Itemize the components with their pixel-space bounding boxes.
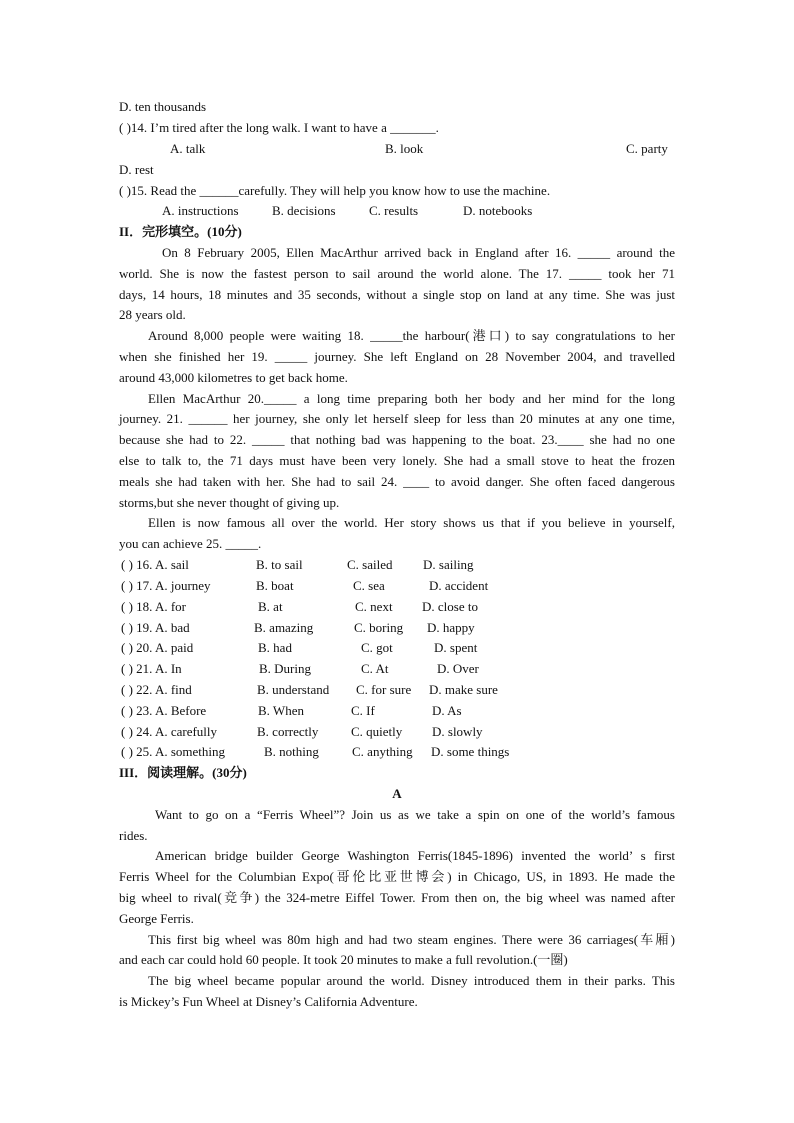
passage-a-label: A (392, 786, 402, 801)
cloze-line: Around 8,000 people were waiting 18. _____the harbour(港口) to say congratulations to her (148, 328, 675, 343)
option-b: B. boat (256, 578, 294, 593)
option-d: D. spent (434, 640, 478, 655)
option-c: C. At (361, 661, 389, 676)
q14-option-b: B. look (385, 141, 424, 156)
q14-stem: ( )14. I’m tired after the long walk. I want to have a _______. (119, 120, 439, 135)
option-a: ( ) 24. A. carefully (121, 724, 218, 739)
cloze-line: Ellen is now famous all over the world. Her story shows us that if you believe in yourself, (148, 515, 675, 530)
passage-line: rides. (119, 828, 148, 843)
option-b: B. During (259, 661, 311, 676)
passage-line: and each car could hold 60 people. It took 20 minutes to make a full revolution.(一圈) (119, 952, 568, 967)
option-a: ( ) 20. A. paid (121, 640, 194, 655)
cloze-line: around 43,000 kilometres to get back home. (119, 370, 348, 385)
q14-option-c: C. party (626, 141, 668, 156)
passage-line: American bridge builder George Washington Ferris(1845-1896) invented the world’ s first (155, 848, 675, 863)
option-b: B. at (258, 599, 283, 614)
passage-line: is Mickey’s Fun Wheel at Disney’s California Adventure. (119, 994, 418, 1009)
cloze-line: days, 14 hours, 18 minutes and 35 seconds, without a single stop on land at any time. She was just (119, 287, 675, 302)
option-b: B. correctly (257, 724, 319, 739)
q13-option-d: D. ten thousands (119, 99, 207, 114)
q15-option-a: A. instructions (162, 203, 239, 218)
passage-line: big wheel to rival(竞争) the 324-metre Eiffel Tower. From then on, the big wheel was named after (119, 890, 675, 905)
option-d: D. sailing (423, 557, 474, 572)
passage-line: Want to go on a “Ferris Wheel”? Join us as we take a spin on one of the world’s famous (155, 807, 675, 822)
q14-option-a: A. talk (170, 141, 206, 156)
option-b: B. When (258, 703, 304, 718)
q15-option-d: D. notebooks (463, 203, 533, 218)
option-a: ( ) 16. A. sail (121, 557, 189, 572)
passage-line: George Ferris. (119, 911, 194, 926)
option-a: ( ) 21. A. In (121, 661, 182, 676)
cloze-line: meals she had taken with her. She had to sail 24. ____ to avoid danger. She often faced dangerous (119, 474, 675, 489)
cloze-line: when she finished her 19. _____ journey. She left England on 28 November 2004, and travelled (119, 349, 675, 364)
option-b: B. amazing (254, 620, 314, 635)
option-c: C. for sure (356, 682, 412, 697)
option-d: D. accident (429, 578, 489, 593)
option-a: ( ) 23. A. Before (121, 703, 207, 718)
section3-title: III．阅读理解。(30分) (119, 765, 247, 780)
q15-option-c: C. results (369, 203, 419, 218)
option-b: B. had (258, 640, 292, 655)
option-c: C. got (361, 640, 393, 655)
cloze-line: On 8 February 2005, Ellen MacArthur arrived back in England after 16. _____ around the (162, 245, 675, 260)
cloze-line: you can achieve 25. _____. (119, 536, 262, 551)
option-c: C. quietly (351, 724, 403, 739)
option-a: ( ) 25. A. something (121, 744, 225, 759)
option-c: C. anything (352, 744, 413, 759)
option-d: D. close to (422, 599, 478, 614)
option-c: C. next (355, 599, 393, 614)
cloze-line: journey. 21. ______ her journey, she only let herself sleep for less than 20 minutes at any one time, (119, 411, 675, 426)
option-d: D. some things (431, 744, 510, 759)
option-c: C. If (351, 703, 375, 718)
passage-line: Ferris Wheel for the Columbian Expo(哥伦比亚世博会) in Chicago, US, in 1893. He made the (119, 869, 675, 884)
option-d: D. As (432, 703, 462, 718)
q15-option-b: B. decisions (272, 203, 336, 218)
option-a: ( ) 19. A. bad (121, 620, 190, 635)
option-d: D. Over (437, 661, 479, 676)
q14-option-d: D. rest (119, 162, 154, 177)
option-b: B. understand (257, 682, 330, 697)
cloze-line: Ellen MacArthur 20._____ a long time preparing both her body and her mind for the long (148, 391, 675, 406)
option-a: ( ) 17. A. journey (121, 578, 211, 593)
option-c: C. boring (354, 620, 404, 635)
option-c: C. sea (353, 578, 385, 593)
option-d: D. happy (427, 620, 475, 635)
q15-stem: ( )15. Read the ______carefully. They will help you know how to use the machine. (119, 183, 551, 198)
passage-line: This first big wheel was 80m high and had two steam engines. There were 36 carriages(车厢) (148, 932, 675, 947)
option-b: B. to sail (256, 557, 303, 572)
option-b: B. nothing (264, 744, 319, 759)
option-a: ( ) 18. A. for (121, 599, 186, 614)
option-d: D. make sure (429, 682, 498, 697)
option-a: ( ) 22. A. find (121, 682, 192, 697)
cloze-line: 28 years old. (119, 307, 186, 322)
passage-line: The big wheel became popular around the world. Disney introduced them in their parks. This (148, 973, 675, 988)
cloze-line: storms,but she never thought of giving up. (119, 495, 340, 510)
cloze-line: world. She is now the fastest person to sail around the world alone. The 17. _____ took her 71 (119, 266, 675, 281)
option-c: C. sailed (347, 557, 393, 572)
cloze-line: because she had to 22. _____ that nothing bad was happening to the boat. 23.____ she had no one (119, 432, 675, 447)
option-d: D. slowly (432, 724, 483, 739)
section2-title: II．完形填空。(10分) (119, 224, 242, 239)
cloze-line: else to talk to, the 71 days must have been very lonely. She had a small stove to heat the frozen (119, 453, 675, 468)
